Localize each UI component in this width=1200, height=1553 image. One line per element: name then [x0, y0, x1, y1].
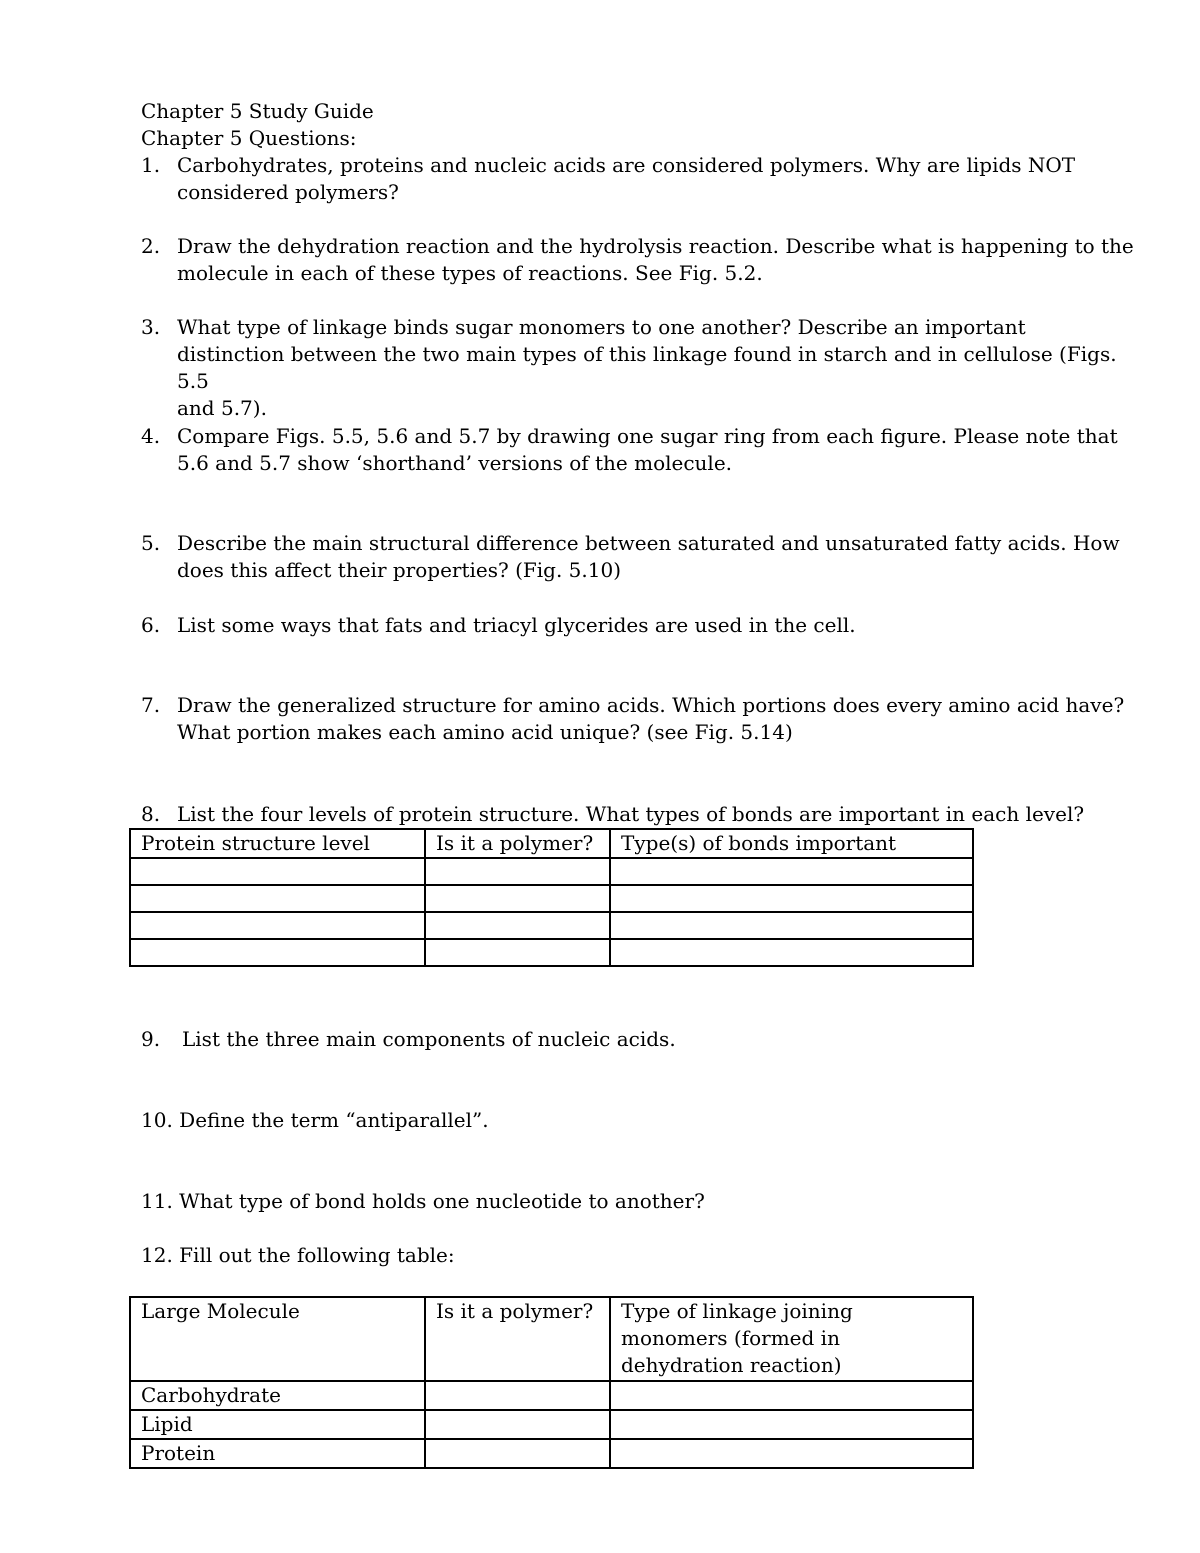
- table-cell[interactable]: [130, 939, 425, 966]
- question-number: 5.: [141, 531, 161, 555]
- question-text: List the four levels of protein structure. What types of bonds are important in each level?: [177, 802, 1085, 826]
- question-text: Describe the main structural difference between saturated and unsaturated fatty acids. How does this affect their properties? (Fig. 5.10): [177, 531, 1120, 582]
- question-11: [141, 1188, 705, 1215]
- question-12: [141, 1242, 455, 1269]
- question-text: Compare Figs. 5.5, 5.6 and 5.7 by drawing one sugar ring from each figure. Please note that 5.6 and 5.7 show ‘shorthand’ versions of the molecule.: [177, 424, 1118, 475]
- table-cell[interactable]: [425, 912, 610, 939]
- table-header-cell: Protein structure level: [130, 829, 425, 858]
- question-text: Define the term “antiparallel”.: [179, 1108, 489, 1132]
- question-number: 8.: [141, 802, 161, 826]
- table-cell[interactable]: [425, 1410, 610, 1439]
- question-text: List the three main components of nucleic acids.: [182, 1027, 676, 1051]
- question-number: 12.: [141, 1243, 173, 1267]
- page-subtitle: Chapter 5 Questions:: [141, 126, 357, 150]
- table-row: [130, 1410, 973, 1439]
- question-text: Draw the generalized structure for amino acids. Which portions does every amino acid have? What portion makes each amino acid unique? (see Fig. 5.14): [177, 693, 1125, 744]
- table-row: [130, 858, 973, 885]
- table-cell[interactable]: [610, 1410, 973, 1439]
- table-cell[interactable]: [425, 1381, 610, 1410]
- table-row-label: Carbohydrate: [130, 1381, 425, 1410]
- table-row: [130, 939, 973, 966]
- table-row: [130, 885, 973, 912]
- page-title: Chapter 5 Study Guide: [141, 99, 374, 123]
- table-cell[interactable]: [130, 885, 425, 912]
- table-row-label: Lipid: [130, 1410, 425, 1439]
- table-row-label: Protein: [130, 1439, 425, 1468]
- question-number: 1.: [141, 153, 161, 177]
- question-number: 4.: [141, 424, 161, 448]
- table-cell[interactable]: [610, 858, 973, 885]
- table-header-row: [130, 829, 973, 858]
- table-cell[interactable]: [130, 858, 425, 885]
- question-10: [141, 1107, 489, 1134]
- table-row: [130, 1381, 973, 1410]
- table-header-cell: Is it a polymer?: [425, 829, 610, 858]
- question-number: 10.: [141, 1108, 173, 1132]
- question-number: 7.: [141, 693, 161, 717]
- table-header-cell: Type(s) of bonds important: [610, 829, 973, 858]
- table-cell[interactable]: [610, 1381, 973, 1410]
- large-molecule-table: [129, 1296, 974, 1469]
- question-number: 6.: [141, 613, 161, 637]
- table-cell[interactable]: [425, 939, 610, 966]
- question-number: 3.: [141, 315, 161, 339]
- question-number: 2.: [141, 234, 161, 258]
- question-text: What type of linkage binds sugar monomers to one another? Describe an important distinction between the two main types of this linkage found in starch and in cellulose (Figs. 5.5 and 5.7).: [177, 315, 1117, 420]
- table-cell[interactable]: [610, 885, 973, 912]
- question-number: 9.: [141, 1027, 161, 1051]
- table-cell[interactable]: [425, 1439, 610, 1468]
- table-cell[interactable]: [130, 912, 425, 939]
- question-number: 11.: [141, 1189, 173, 1213]
- protein-structure-table: [129, 828, 974, 967]
- table-row: [130, 1439, 973, 1468]
- table-header-cell: Type of linkage joining monomers (formed in dehydration reaction): [610, 1297, 973, 1381]
- table-cell[interactable]: [425, 858, 610, 885]
- question-text: List some ways that fats and triacyl glycerides are used in the cell.: [177, 613, 856, 637]
- table-cell[interactable]: [610, 1439, 973, 1468]
- question-text: Carbohydrates, proteins and nucleic acids are considered polymers. Why are lipids NOT considered polymers?: [177, 153, 1076, 204]
- question-text: Fill out the following table:: [179, 1243, 455, 1267]
- question-text: Draw the dehydration reaction and the hydrolysis reaction. Describe what is happening to the molecule in each of these types of reactions. See Fig. 5.2.: [177, 234, 1134, 285]
- table-row: [130, 912, 973, 939]
- table-header-cell: Is it a polymer?: [425, 1297, 610, 1381]
- question-text: What type of bond holds one nucleotide to another?: [179, 1189, 705, 1213]
- table-header-row: [130, 1297, 973, 1381]
- table-header-cell: Large Molecule: [130, 1297, 425, 1381]
- table-cell[interactable]: [610, 939, 973, 966]
- table-cell[interactable]: [610, 912, 973, 939]
- table-cell[interactable]: [425, 885, 610, 912]
